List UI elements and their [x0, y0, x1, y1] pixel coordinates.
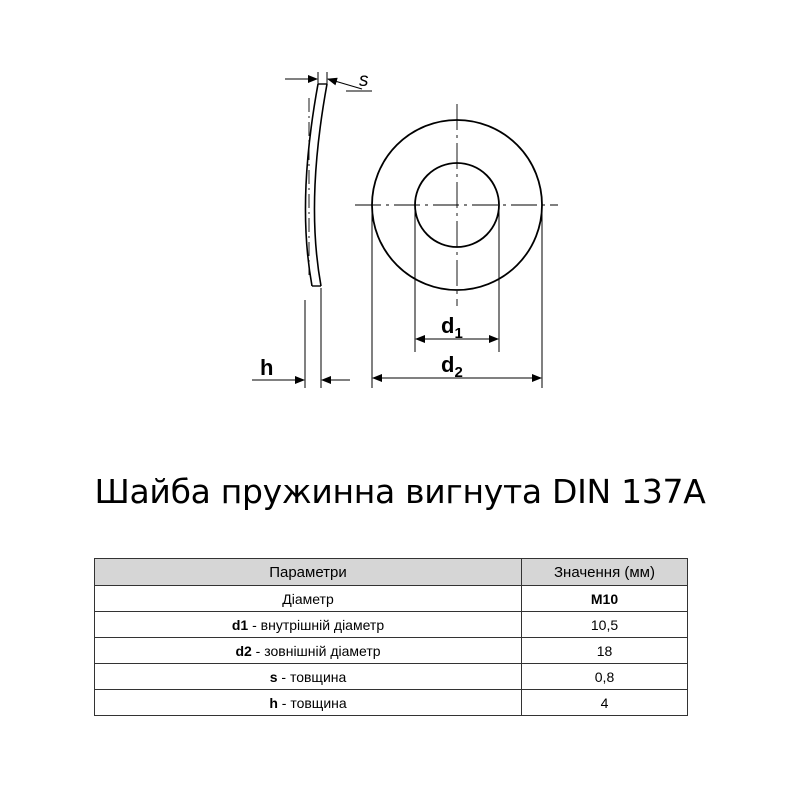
table-row	[95, 664, 688, 690]
row-param-text: Діаметр	[282, 590, 334, 607]
row-value: 4	[522, 690, 688, 716]
label-d1: $d_1$	[441, 313, 463, 342]
row-param	[95, 638, 522, 664]
row-param-key: h	[269, 694, 278, 711]
label-d2: $d_2$	[441, 352, 463, 381]
row-param-key: s	[269, 668, 278, 685]
header-value: Значення (мм)	[522, 559, 688, 586]
label-s: s	[359, 70, 369, 91]
row-param	[95, 586, 522, 612]
table-row	[95, 586, 688, 612]
row-value: 0,8	[522, 664, 688, 690]
spec-table	[94, 558, 688, 716]
row-param	[95, 690, 522, 716]
header-param: Параметри	[95, 559, 522, 586]
front-view	[355, 104, 558, 388]
row-param-text: - зовнішній діаметр	[251, 642, 381, 659]
row-value: M10	[522, 586, 688, 612]
row-param-key: d2	[235, 642, 252, 659]
row-param	[95, 612, 522, 638]
table-row	[95, 690, 688, 716]
profile-inner-edge	[314, 84, 327, 286]
row-param-text: - товщина	[277, 694, 347, 711]
page-title: Шайба пружинна вигнута DIN 137A	[94, 472, 706, 511]
side-view	[252, 72, 372, 388]
table-header-row	[95, 559, 688, 586]
table-row	[95, 612, 688, 638]
label-h: h	[260, 355, 274, 380]
s-arrow-right	[328, 79, 362, 89]
row-value: 18	[522, 638, 688, 664]
table-row	[95, 638, 688, 664]
row-param-text: - внутрішній діаметр	[248, 616, 385, 633]
row-param-text: - товщина	[277, 668, 347, 685]
row-value: 10,5	[522, 612, 688, 638]
row-param-key: d1	[231, 616, 249, 633]
row-param	[95, 664, 522, 690]
